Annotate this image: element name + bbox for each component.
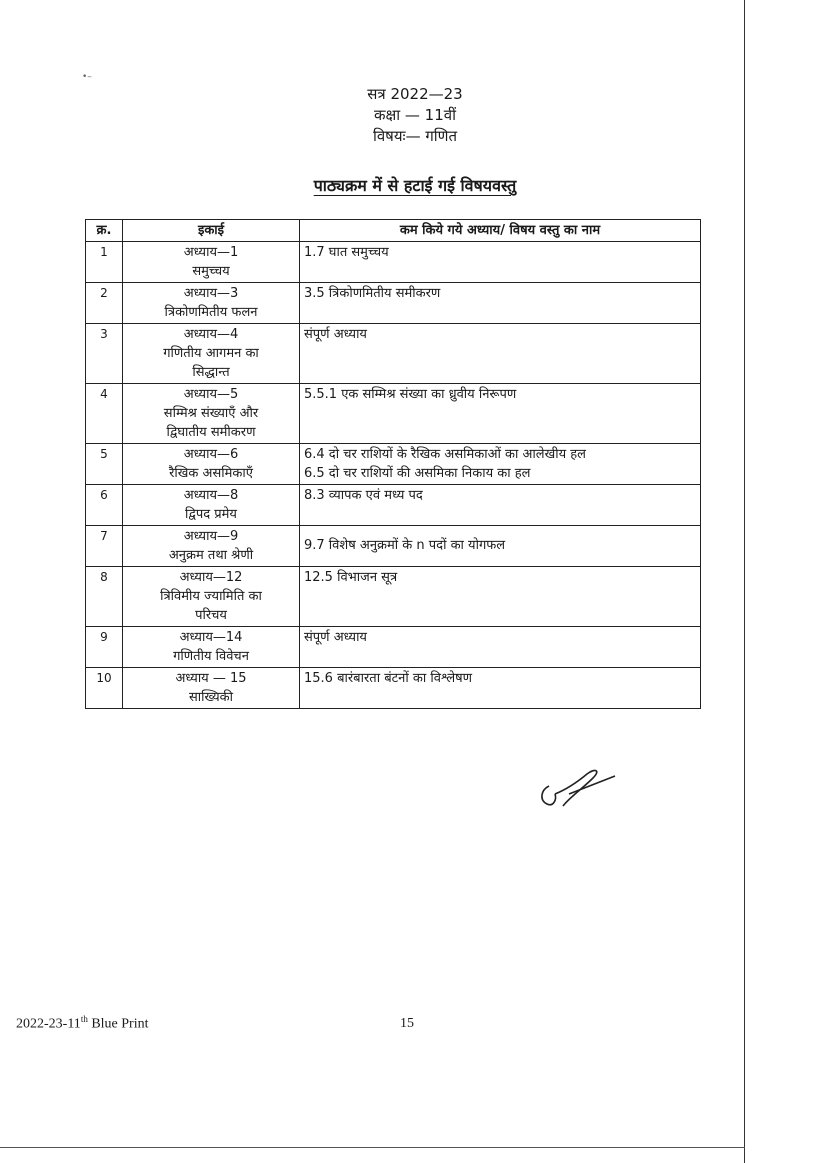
unit-title: त्रिकोणमितीय फलन xyxy=(164,305,258,320)
unit-chapter: अध्याय—1 xyxy=(183,245,239,260)
unit-title: रैखिक असमिकाएँ xyxy=(169,466,253,481)
document-header xyxy=(200,84,630,147)
footer-doc-code xyxy=(16,1014,149,1033)
document-subtitle: पाठ्यक्रम में से हटाई गई विषयवस्तु xyxy=(313,176,517,195)
serial-cell: 8 xyxy=(86,567,123,627)
unit-cell xyxy=(123,668,300,709)
topic-text: 9.7 विशेष अनुक्रमों के n पदों का योगफल xyxy=(304,538,506,553)
table-row xyxy=(86,384,701,444)
table-row xyxy=(86,627,701,668)
scan-speck: •– xyxy=(82,72,92,82)
unit-title-cont: सिद्धान्त xyxy=(192,365,230,380)
table-row xyxy=(86,567,701,627)
topic-cell xyxy=(300,485,701,526)
unit-cell xyxy=(123,567,300,627)
page-edge-bottom xyxy=(0,1147,745,1148)
unit-title: त्रिविमीय ज्यामिति का xyxy=(160,589,262,604)
syllabus-table xyxy=(85,219,701,709)
topic-text: 6.4 दो चर राशियों के रैखिक असमिकाओं का आलेखीय हल xyxy=(304,447,586,462)
topic-text: संपूर्ण अध्याय xyxy=(304,327,367,342)
session-line: सत्र 2022—23 xyxy=(367,85,463,103)
topic-text: संपूर्ण अध्याय xyxy=(304,630,367,645)
table-row xyxy=(86,324,701,384)
topic-cell xyxy=(300,668,701,709)
unit-chapter: अध्याय—9 xyxy=(183,529,239,544)
unit-title: अनुक्रम तथा श्रेणी xyxy=(168,548,254,563)
unit-cell xyxy=(123,283,300,324)
header-topic: कम किये गये अध्याय/ विषय वस्तु का नाम xyxy=(300,220,701,242)
table-row xyxy=(86,485,701,526)
topic-text: 15.6 बारंबारता बंटनों का विश्लेषण xyxy=(304,671,473,686)
serial-cell: 7 xyxy=(86,526,123,567)
footer-code-suffix: Blue Print xyxy=(87,1016,149,1032)
unit-title-cont: परिचय xyxy=(195,608,227,623)
serial-cell: 3 xyxy=(86,324,123,384)
unit-chapter: अध्याय—6 xyxy=(183,447,239,462)
topic-cell xyxy=(300,242,701,283)
unit-title: गणितीय विवेचन xyxy=(173,649,249,664)
topic-text: 1.7 घात समुच्चय xyxy=(304,245,389,260)
unit-chapter: अध्याय — 15 xyxy=(175,671,247,686)
unit-title: साख्यिकी xyxy=(188,690,234,705)
table-row xyxy=(86,668,701,709)
table-row xyxy=(86,526,701,567)
topic-cell xyxy=(300,384,701,444)
footer-code-sup: th xyxy=(80,1014,88,1024)
topic-text: 8.3 व्यापक एवं मध्य पद xyxy=(304,488,423,503)
unit-chapter: अध्याय—4 xyxy=(183,327,239,342)
page-edge-right xyxy=(744,0,745,1163)
serial-cell: 1 xyxy=(86,242,123,283)
table-row xyxy=(86,242,701,283)
topic-text: 3.5 त्रिकोणमितीय समीकरण xyxy=(304,286,441,301)
serial-cell: 6 xyxy=(86,485,123,526)
table-header-row xyxy=(86,220,701,242)
subject-line: विषयः— गणित xyxy=(372,127,458,145)
unit-cell xyxy=(123,242,300,283)
table-row xyxy=(86,444,701,485)
table-row xyxy=(86,283,701,324)
topic-cell xyxy=(300,283,701,324)
page-number: 15 xyxy=(400,1016,414,1031)
footer-code-prefix: 2022-23-11 xyxy=(16,1016,81,1032)
unit-chapter: अध्याय—12 xyxy=(179,570,243,585)
class-line: कक्षा — 11वीं xyxy=(373,106,456,124)
topic-cell xyxy=(300,567,701,627)
unit-title: सम्मिश्र संख्याएँ और xyxy=(163,406,259,421)
unit-chapter: अध्याय—5 xyxy=(183,387,239,402)
topic-text: 12.5 विभाजन सूत्र xyxy=(304,570,398,585)
serial-cell: 4 xyxy=(86,384,123,444)
signature-mark xyxy=(535,760,625,820)
topic-text: 5.5.1 एक सम्मिश्र संख्या का ध्रुवीय निरूपण xyxy=(304,387,517,402)
topic-cell xyxy=(300,526,701,567)
header-serial: क्र. xyxy=(86,220,123,242)
serial-cell: 10 xyxy=(86,668,123,709)
unit-title: गणितीय आगमन का xyxy=(163,346,259,361)
topic-cell xyxy=(300,324,701,384)
topic-cell xyxy=(300,627,701,668)
unit-chapter: अध्याय—3 xyxy=(183,286,239,301)
unit-chapter: अध्याय—14 xyxy=(179,630,243,645)
unit-title-cont: द्विघातीय समीकरण xyxy=(166,425,256,440)
unit-chapter: अध्याय—8 xyxy=(183,488,239,503)
serial-cell: 9 xyxy=(86,627,123,668)
unit-title: समुच्चय xyxy=(192,264,230,279)
serial-cell: 5 xyxy=(86,444,123,485)
unit-title: द्विपद प्रमेय xyxy=(185,507,237,522)
unit-cell xyxy=(123,384,300,444)
topic-text: 6.5 दो चर राशियों की असमिका निकाय का हल xyxy=(304,466,531,481)
topic-cell xyxy=(300,444,701,485)
unit-cell xyxy=(123,526,300,567)
unit-cell xyxy=(123,324,300,384)
unit-cell xyxy=(123,627,300,668)
unit-cell xyxy=(123,444,300,485)
unit-cell xyxy=(123,485,300,526)
header-unit: इकाई xyxy=(123,220,300,242)
serial-cell: 2 xyxy=(86,283,123,324)
